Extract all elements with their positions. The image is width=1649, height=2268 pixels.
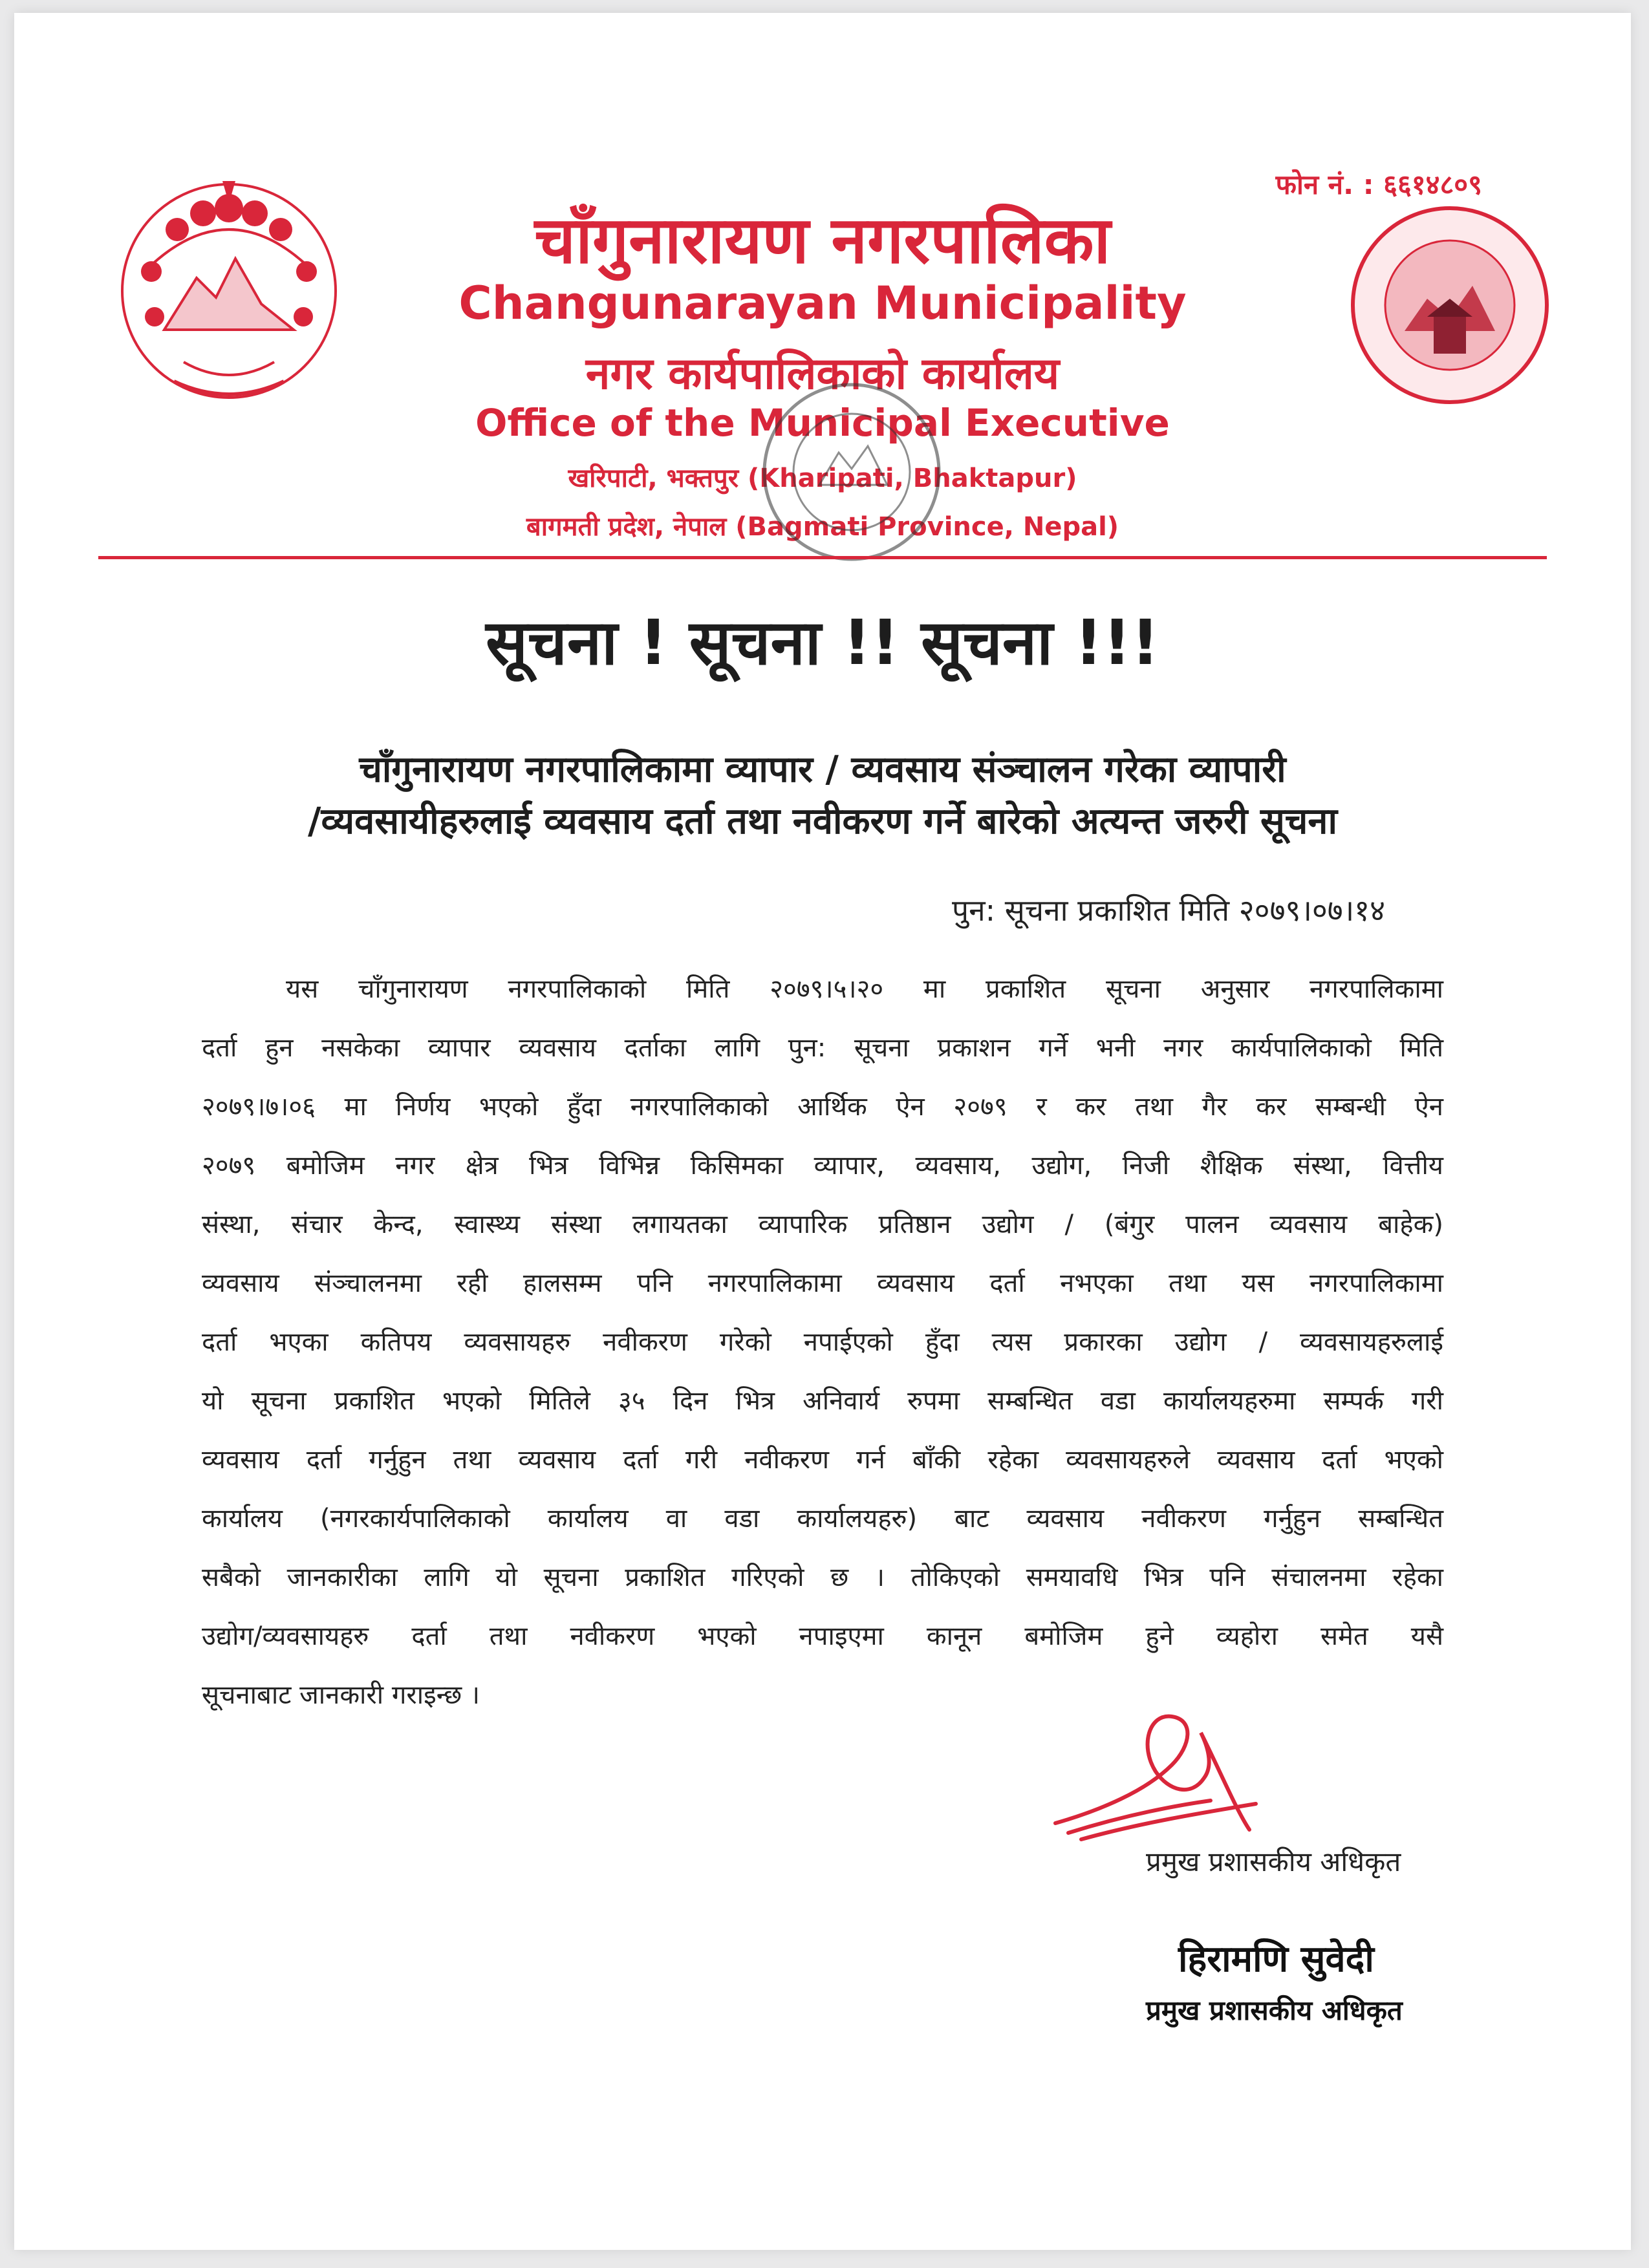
body-line: सूचनाबाट जानकारी गराइन्छ ।	[202, 1680, 480, 1710]
address-line-1: खरिपाटी, भक्तपुर (Kharipati, Bhaktapur)	[568, 464, 1077, 493]
office-name-english: Office of the Municipal Executive	[475, 401, 1170, 445]
office-stamp-icon	[755, 375, 949, 569]
municipality-name-nepali: चाँगुनारायण नगरपालिका	[534, 202, 1111, 278]
handwritten-signature-icon	[1042, 1694, 1282, 1849]
address-line-2: बागमती प्रदेश, नेपाल (Bagmati Province, Nepal)	[526, 512, 1119, 542]
body-line: दर्ता हुन नसकेका व्यापार व्यवसाय दर्ताका लागि पुन: सूचना प्रकाशन गर्ने भनी नगर कार्यपालिकाको मिति	[202, 1033, 1443, 1063]
notice-document	[14, 13, 1631, 2250]
body-line: सबैको जानकारीका लागि यो सूचना प्रकाशित गरिएको छ । तोकिएको समयावधि भित्र पनि संचालनमा रहेका	[202, 1563, 1443, 1592]
letterhead-divider	[98, 556, 1547, 559]
phone-number: फोन नं. : ६६१४८०९	[1275, 169, 1482, 200]
body-line: उद्योग/व्यवसायहरु दर्ता तथा नवीकरण भएको नपाइएमा कानून बमोजिम हुने व्यहोरा समेत यसै	[202, 1621, 1443, 1651]
body-line: यस चाँगुनारायण नगरपालिकाको मिति २०७९।५।२० मा प्रकाशित सूचना अनुसार नगरपालिकामा	[286, 974, 1443, 1004]
notice-subject-line-2: /व्यवसायीहरुलाई व्यवसाय दर्ता तथा नवीकरण गर्ने बारेको अत्यन्त जरुरी सूचना	[308, 800, 1337, 842]
body-line: २०७९।७।०६ मा निर्णय भएको हुँदा नगरपालिकाको आर्थिक ऐन २०७९ र कर तथा गैर कर सम्बन्धी ऐन	[202, 1092, 1443, 1122]
notice-subject-line-1: चाँगुनारायण नगरपालिकामा व्यापार / व्यवसाय संञ्चालन गरेका व्यापारी	[359, 749, 1286, 791]
body-line: कार्यालय (नगरकार्यपालिकाको कार्यालय वा वडा कार्यालयहरु) बाट व्यवसाय नवीकरण गर्नुहुन सम्बन्धित	[202, 1504, 1443, 1534]
body-line: संस्था, संचार केन्द, स्वास्थ्य संस्था लगायतका व्यापारिक प्रतिष्ठान उद्योग / (बंगुर पालन व्यवसाय बाहेक)	[202, 1210, 1443, 1239]
signer-post-handwritten: प्रमुख प्रशासकीय अधिकृत	[1146, 1846, 1401, 1878]
body-line: दर्ता भएका कतिपय व्यवसायहरु नवीकरण गरेको नपाईएको हुँदा त्यस प्रकारका उद्योग / व्यवसायहरुलाई	[202, 1327, 1443, 1357]
body-line: व्यवसाय संञ्चालनमा रही हालसम्म पनि नगरपालिकामा व्यवसाय दर्ता नभएका तथा यस नगरपालिकामा	[202, 1268, 1443, 1298]
notice-title: सूचना ! सूचना !! सूचना !!!	[486, 606, 1159, 679]
signer-name: हिरामणि सुवेदी	[1178, 1938, 1374, 1980]
body-line: व्यवसाय दर्ता गर्नुहुन तथा व्यवसाय दर्ता गरी नवीकरण गर्न बाँकी रहेका व्यवसायहरुले व्यवसाय दर्ता भएको	[202, 1445, 1443, 1475]
body-line: २०७९ बमोजिम नगर क्षेत्र भित्र विभिन्न किसिमका व्यापार, व्यवसाय, उद्योग, निजी शैक्षिक संस्था, वित्तीय	[202, 1151, 1443, 1181]
republished-date: पुन: सूचना प्रकाशित मिति २०७९।०७।१४	[951, 893, 1385, 928]
body-line: यो सूचना प्रकाशित भएको मितिले ३५ दिन भित्र अनिवार्य रुपमा सम्बन्धित वडा कार्यालयहरुमा सम्पर्क गरी	[202, 1386, 1443, 1416]
signer-post-stamp: प्रमुख प्रशासकीय अधिकृत	[1146, 1995, 1403, 2026]
office-name-nepali: नगर कार्यपालिकाको कार्यालय	[585, 348, 1060, 400]
municipality-name-english: Changunarayan Municipality	[458, 277, 1187, 330]
